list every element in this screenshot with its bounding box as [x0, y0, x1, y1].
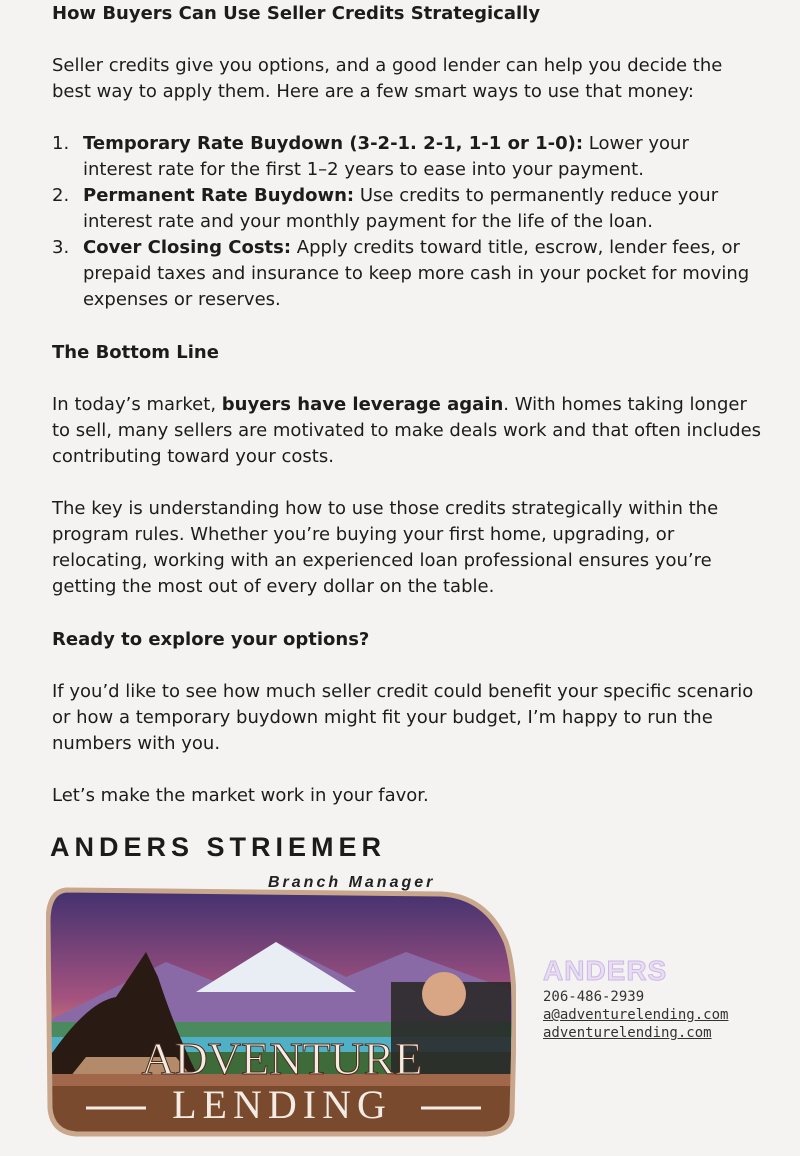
list-item: 1. Temporary Rate Buydown (3-2-1. 2-1, 1-1 or 1-0): Lower your interest rate for the first 1–2 years to ease into your payment. — [52, 133, 689, 180]
intro-paragraph: Seller credits give you options, and a good lender can help you decide the best way to apply them. Here are a few smart ways to use that money: — [52, 55, 723, 102]
bottom-line-paragraph-2: The key is understanding how to use those credits strategically within the program rules. Whether you’re buying your first home, upgrading, or relocating, working with an experienced loan professional ensures you’re getting the most out of every dollar on the table. — [52, 498, 719, 597]
phone-number[interactable]: 206-486-2939 — [543, 989, 645, 1005]
logo-text-lending: LENDING — [172, 1082, 392, 1127]
cta-paragraph-2: Let’s make the market work in your favor. — [52, 785, 429, 806]
signature-name: ANDERS STRIEMER — [50, 832, 387, 862]
cta-paragraph-1: If you’d like to see how much seller credit could benefit your specific scenario or how a temporary buydown might fit your budget, I’m happy to run the numbers with you. — [52, 681, 754, 754]
section-heading-seller-credits: How Buyers Can Use Seller Credits Strategically — [52, 3, 541, 24]
brand-wordmark: ANDERS — [543, 955, 668, 986]
article-body — [52, 0, 762, 809]
contact-block — [543, 954, 728, 1042]
adventure-lending-logo — [46, 882, 516, 1138]
section-heading-bottom-line: The Bottom Line — [52, 342, 219, 363]
email-signature — [46, 832, 766, 1142]
email-link[interactable]: a@adventurelending.com — [543, 1007, 729, 1023]
bottom-line-paragraph-1: In today’s market, buyers have leverage again. With homes taking longer to sell, many sellers are motivated to make deals work and that often includes contributing toward your costs. — [52, 394, 762, 467]
list-item: 3. Cover Closing Costs: Apply credits toward title, escrow, lender fees, or prepaid taxes and insurance to keep more cash in your pocket for moving expenses or reserves. — [52, 237, 750, 310]
section-heading-ready: Ready to explore your options? — [52, 629, 370, 650]
signature-title: Branch Manager — [268, 874, 436, 891]
logo-text-adventure: ADVENTURE — [141, 1033, 423, 1084]
list-item: 2. Permanent Rate Buydown: Use credits to permanently reduce your interest rate and your monthly payment for the life of the loan. — [52, 185, 719, 232]
strategies-list — [52, 131, 762, 313]
website-link[interactable]: adventurelending.com — [543, 1025, 712, 1041]
